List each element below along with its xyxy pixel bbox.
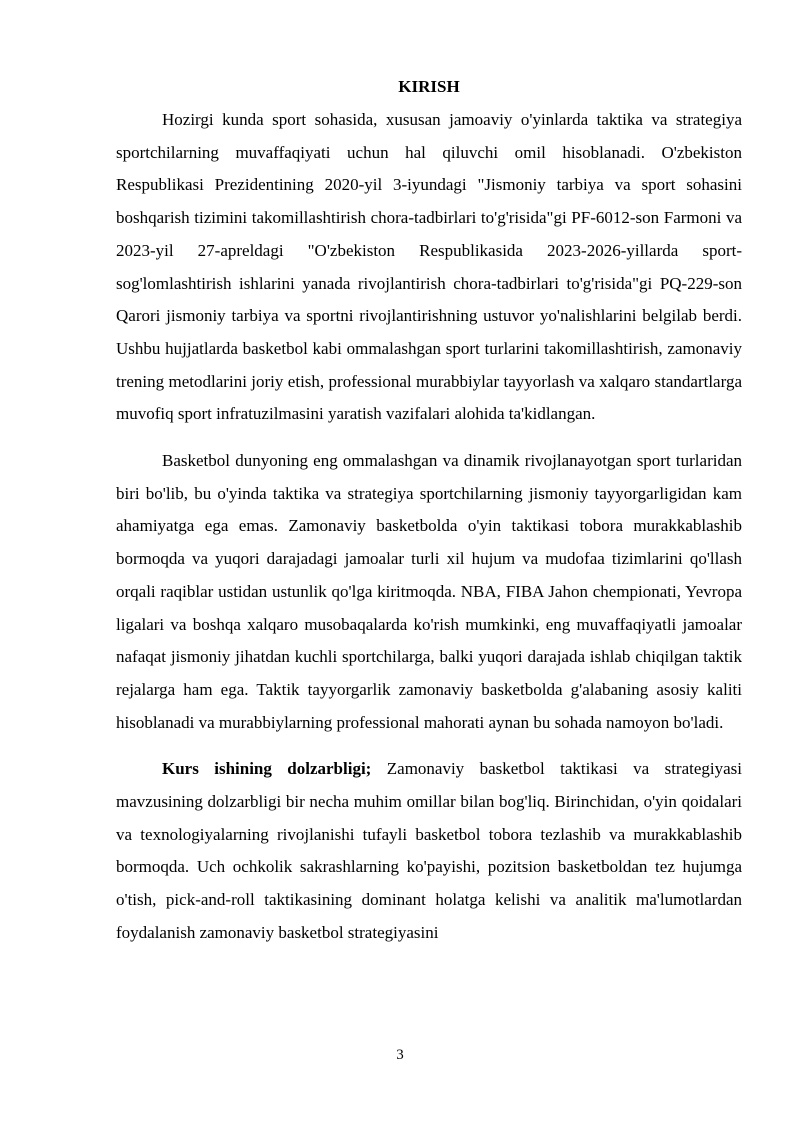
- paragraph-intro: [116, 104, 742, 431]
- paragraph-relevance: [116, 753, 742, 949]
- page-number: 3: [396, 1047, 404, 1063]
- paragraph-text: Basketbol dunyoning eng ommalashgan va dinamik rivojlanayotgan sport turlaridan biri bo'lib, bu o'yinda taktika va strategiya sportchilarning jismoniy tayyorgarligidan kam ahamiyatga ega emas. Zamonaviy basketbolda o'yin taktikasi tobora murakkablashib bormoqda va yuqori darajadagi jamoalar turli xil hujum va mudofaa tizimlarini qo'llash orqali raqiblar ustidan ustunlik qo'lga kiritmoqda. NBA, FIBA Jahon chempionati, Yevropa ligalari va boshqa xalqaro musobaqalarda ko'rish mumkinki, eng muvaffaqiyatli jamoalar nafaqat jismoniy jihatdan kuchli sportchilarga, balki yuqori darajada ishlab chiqilgan taktik rejalarga ham ega. Taktik tayyorgarlik zamonaviy basketbolda g'alabaning asosiy kaliti hisoblanadi va murabbiylarning professional mahorati aynan bu sohada namoyon bo'ladi.: [116, 451, 742, 732]
- document-page: [116, 74, 742, 964]
- section-heading: KIRISH: [398, 77, 460, 96]
- paragraph-text: Zamonaviy basketbol taktikasi va strategiyasi mavzusining dolzarbligi bir necha muhim omillar bilan bog'liq. Birinchidan, o'yin qoidalari va texnologiyalarning rivojlanishi tufayli basketbol tobora tezlashib va murakkablashib bormoqda. Uch ochkolik sakrashlarning ko'payishi, pozitsion basketboldan tez hujumga o'tish, pick-and-roll taktikasining dominant holatga kelishi va analitik ma'lumotlardan foydalanish zamonaviy basketbol strategiyasini: [116, 759, 743, 942]
- paragraph-text: Hozirgi kunda sport sohasida, xususan jamoaviy o'yinlarda taktika va strategiya sportchilarning muvaffaqiyati uchun hal qiluvchi omil hisoblanadi. O'zbekiston Respublikasi Prezidentining 2020-yil 3-iyundagi "Jismoniy tarbiya va sport sohasini boshqarish tizimini takomillashtirish chora-tadbirlari to'g'risida"gi PF-6012-son Farmoni va 2023-yil 27-apreldagi "O'zbekiston Respublikasida 2023-2026-yillarda sport-sog'lomlashtirish ishlarini yanada rivojlantirish chora-tadbirlari to'g'risida"gi PQ-229-son Qarori jismoniy tarbiya va sportni rivojlantirishning ustuvor yo'nalishlarini belgilab berdi. Ushbu hujjatlarda basketbol kabi ommalashgan sport turlarini takomillashtirish, zamonaviy trening metodlarini joriy etish, professional murabbiylar tayyorlash va xalqaro standartlarga muvofiq sport infratuzilmasini yaratish vazifalari alohida ta'kidlangan.: [116, 110, 742, 424]
- paragraph-lead: Kurs ishining dolzarbligi;: [162, 759, 372, 779]
- paragraph-basketball: [116, 445, 742, 739]
